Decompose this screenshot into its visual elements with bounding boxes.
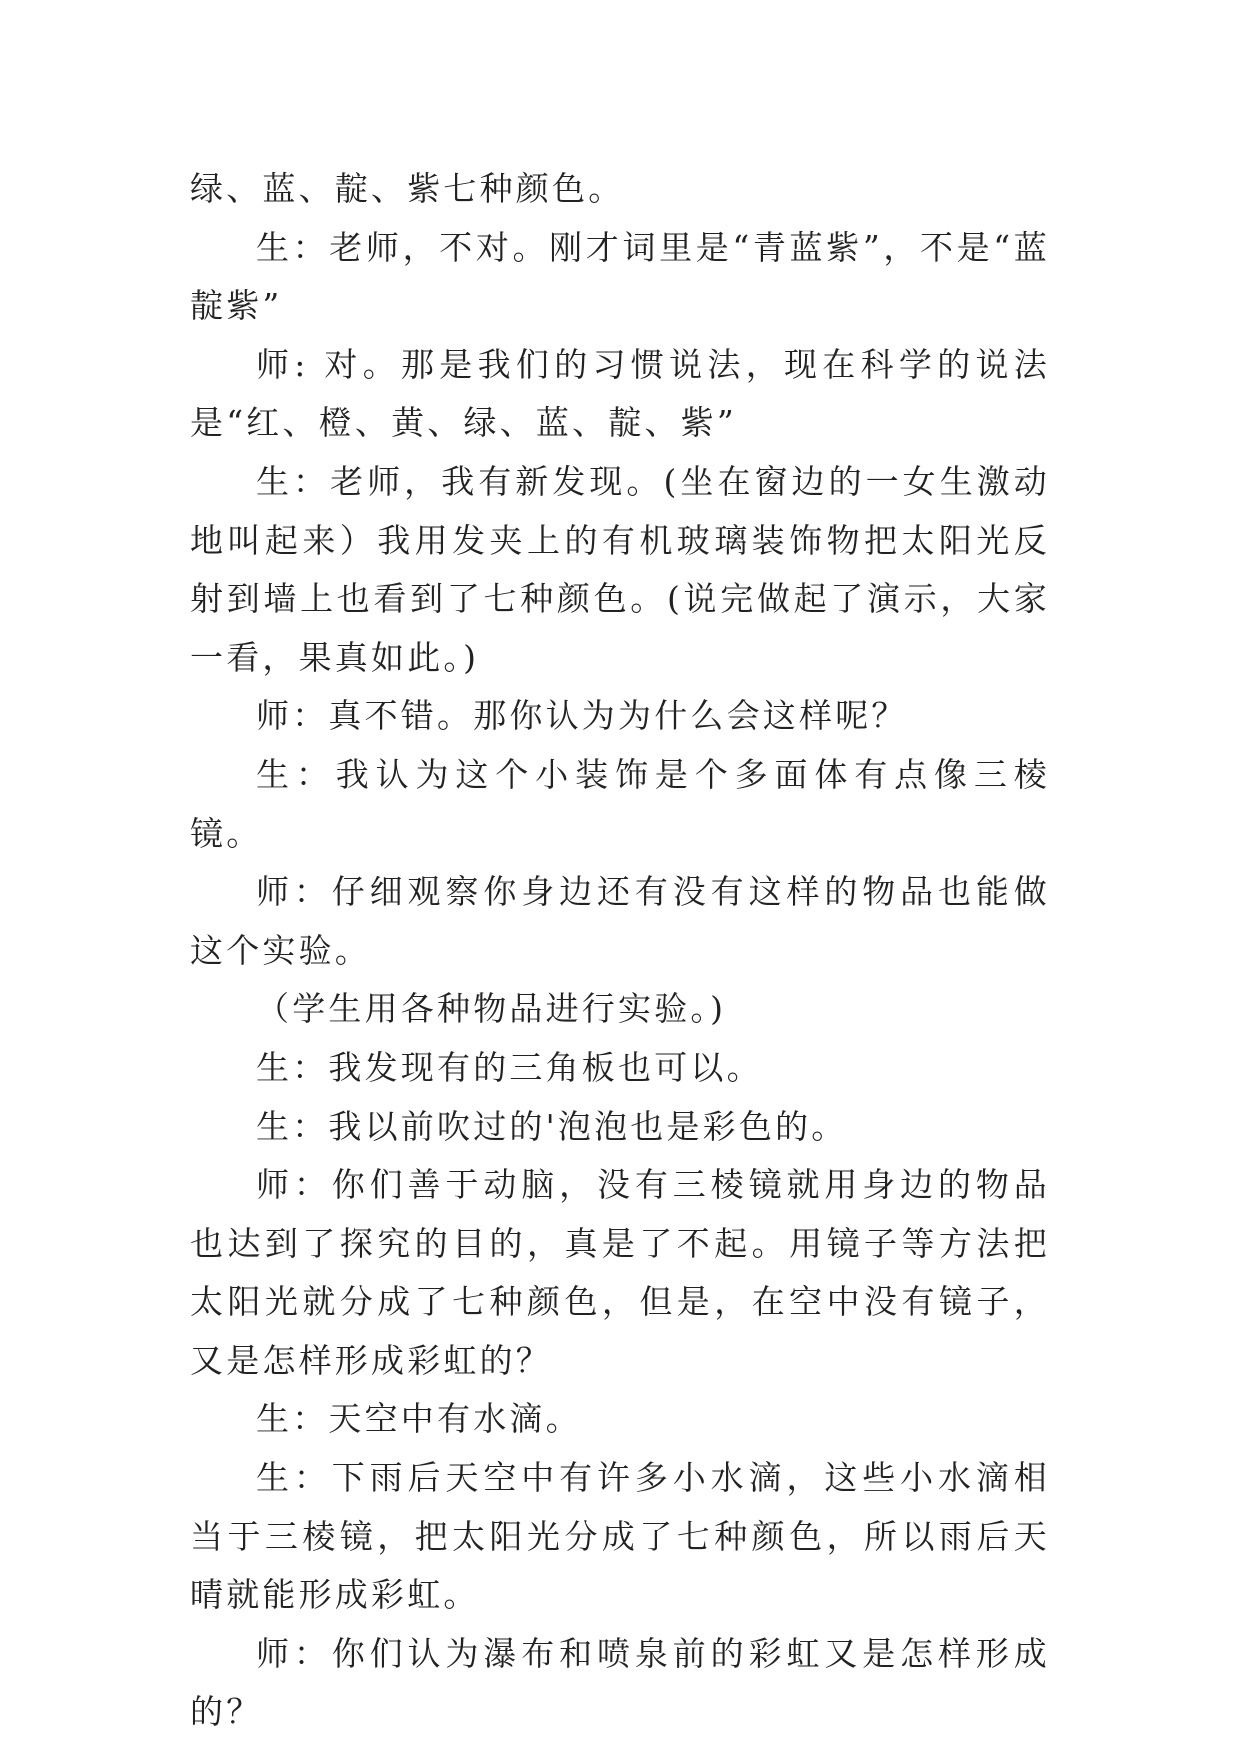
paragraph-14: 师：你们认为瀑布和喷泉前的彩虹又是怎样形成的？ [190,1633,1050,1732]
paragraph-11: 师：你们善于动脑，没有三棱镜就用身边的物品也达到了探究的目的，真是了不起。用镜子等方法把太阳光就分成了七种颜色，但是，在空中没有镜子，又是怎样形成彩虹的？ [190,1165,1050,1380]
paragraph-5: 师：真不错。那你认为为什么会这样呢？ [256,696,908,736]
paragraph-3: 师: 对。那是我们的习惯说法，现在科学的说法是“红、橙、黄、绿、蓝、靛、紫” [190,344,1050,443]
paragraph-1: 绿、蓝、靛、紫七种颜色。 [190,169,625,208]
paragraph-13: 生：下雨后天空中有许多小水滴，这些小水滴相当于三棱镜，把太阳光分成了七种颜色，所以雨后天晴就能形成彩虹。 [190,1458,1050,1615]
paragraph-9: 生：我发现有的三角板也可以。 [256,1047,763,1087]
paragraph-8: （学生用各种物品进行实验。) [256,989,727,1029]
paragraph-6: 生：我认为这个小装饰是个多面体有点像三棱镜。 [190,754,1050,853]
paragraph-10: 生：我以前吹过的'泡泡也是彩色的。 [256,1106,848,1146]
paragraph-2: 生：老师，不对。刚才词里是“青蓝紫”，不是“蓝靛紫” [190,227,1050,326]
paragraph-4: 生：老师，我有新发现。(坐在窗边的一女生激动地叫起来）我用发夹上的有机玻璃装饰物把太阳光反射到墙上也看到了七种颜色。(说完做起了演示，大家一看，果真如此。) [190,461,1050,677]
paragraph-7: 师：仔细观察你身边还有没有这样的物品也能做这个实验。 [190,872,1050,970]
document-body [190,160,1050,1742]
paragraph-12: 生：天空中有水滴。 [256,1399,582,1439]
